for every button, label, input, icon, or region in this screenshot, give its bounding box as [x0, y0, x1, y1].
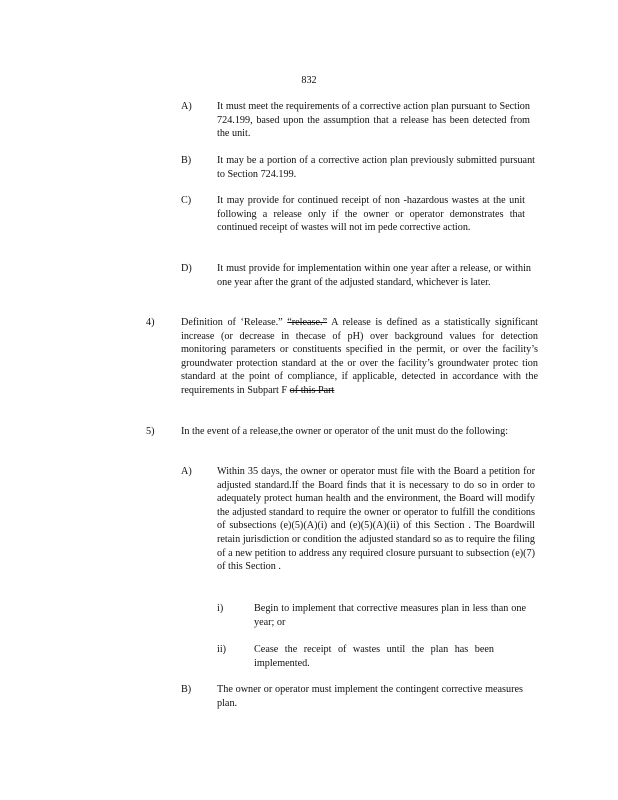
item-text: The owner or operator must implement the contingent corrective measures plan. [217, 684, 523, 709]
item-text: It may provide for continued receipt of non -hazardous wastes at the unit following a release only if the owner or operator demonstrates that continued receipt of wastes will not im pede corrective action. [217, 195, 525, 234]
item-text: Within 35 days, the owner or operator must file with the Board a petition for adjusted standard.If the Board finds that it is necessary to do so in order to adequately protect human health and the environment, the Board will modify the adjusted standard to require the owner or operator to fulfill the conditions of subsections (e)(5)(A)(i) and (e)(5)(A)(ii) of this Section . The Boardwill retain jurisdiction or condition the adjusted standard so as to require the filing of a new petition to address any required closure pursuant to subsection (e)(7) of this Section . [217, 466, 535, 573]
definition-heading: Definition of ‘Release.” [181, 317, 283, 328]
item-text: Cease the receipt of wastes until the plan has been implemented. [254, 644, 494, 669]
item-text: It must provide for implementation within one year after a release, or within one year after the grant of the adjusted standard, whichever is later. [217, 263, 531, 288]
struck-release-term: “release.” [287, 317, 328, 328]
item-marker: i) [217, 603, 224, 614]
item-text: Begin to implement that corrective measures plan in less than one year; or [254, 603, 526, 628]
item-marker: 5) [146, 426, 155, 437]
item-marker: C) [181, 195, 192, 206]
item-marker: B) [181, 155, 192, 166]
item-marker: D) [181, 263, 192, 274]
page-number: 832 [301, 75, 317, 86]
item-marker: 4) [146, 317, 155, 328]
item-marker: ii) [217, 644, 227, 655]
item-text: It may be a portion of a corrective action plan previously submitted pursuant to Section 724.199. [217, 155, 535, 180]
item-marker: B) [181, 684, 192, 695]
item-text: It must meet the requirements of a corrective action plan pursuant to Section 724.199, based upon the assumption that a release has been detected from the unit. [217, 101, 530, 140]
item-marker: A) [181, 101, 192, 112]
struck-this-part: of this Part [289, 384, 335, 396]
item-text [181, 316, 538, 398]
definition-body: A release is defined as a statistically significant increase (or decrease in thecase of pH) over background values for detection monitoring parameters or constituents specified in the permit, or over the facility’s groundwater protection standard at the or over the facility’s groundwater protec tion standard at the point of compliance, if applicable, detected in accordance with the requirements in Subpart F [181, 317, 538, 396]
item-text: In the event of a release,the owner or operator of the unit must do the following: [181, 426, 509, 437]
item-marker: A) [181, 466, 192, 477]
